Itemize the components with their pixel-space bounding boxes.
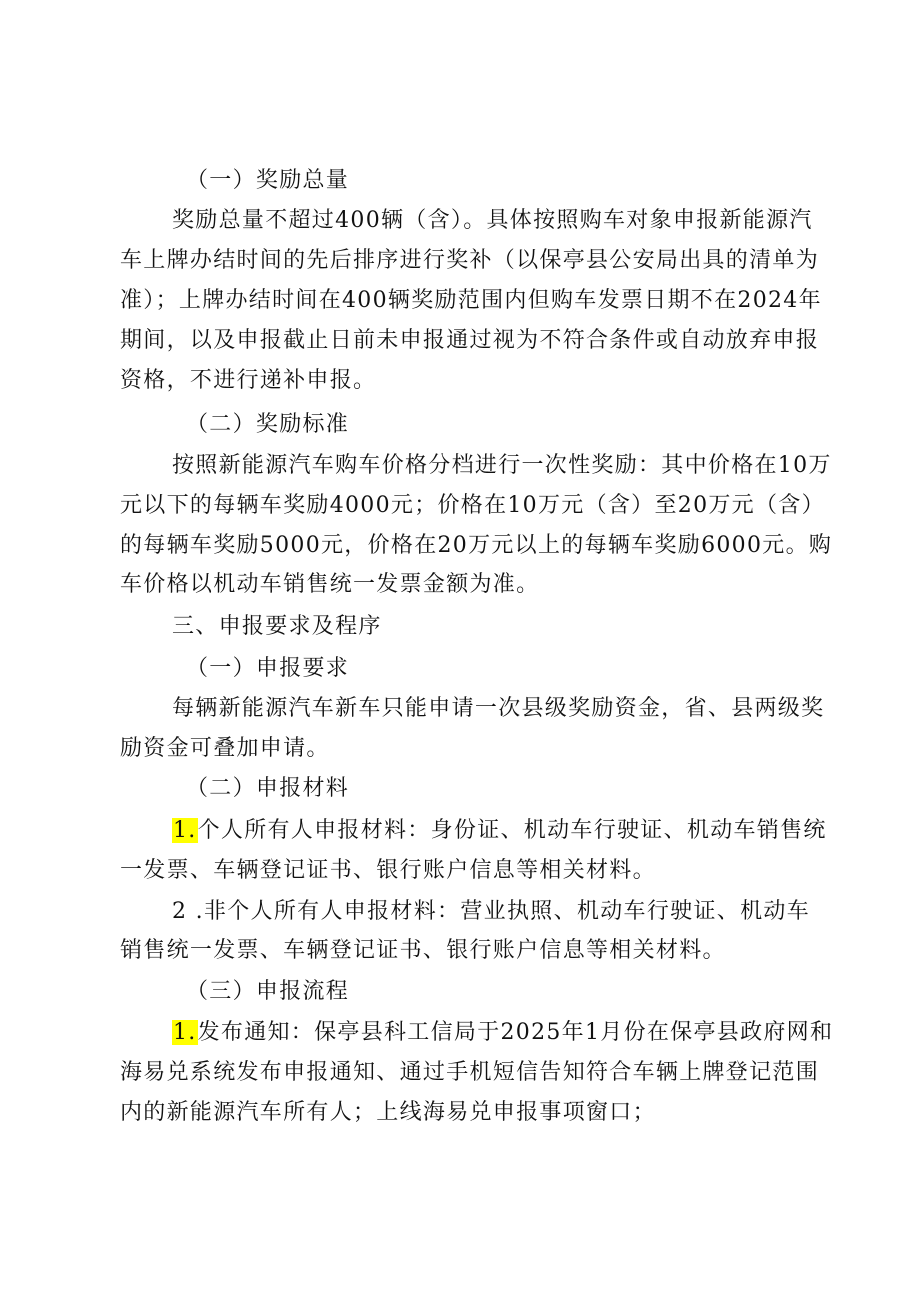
paragraph-line: 准）；上牌办结时间在400辆奖励范围内但购车发票日期不在2024年 — [120, 288, 822, 313]
paragraph-line: 元以下的每辆车奖励4000元；价格在10万元（含）至20万元（含） — [120, 493, 825, 518]
paragraph-line: 一发票、车辆登记证书、银行账户信息等相关材料。 — [120, 858, 656, 883]
list-number-highlight: 1. — [173, 1020, 197, 1045]
paragraph-line: 奖励总量不超过400辆（含）。具体按照购车对象申报新能源汽 — [172, 208, 813, 233]
paragraph-line: 车价格以机动车销售统一发票金额为准。 — [120, 572, 540, 597]
list-item-text: 个人所有人申报材料：身份证、机动车行驶证、机动车销售统 — [197, 818, 827, 843]
list-item-text: 发布通知：保亭县科工信局于2025年1月份在保亭县政府网和 — [197, 1020, 834, 1045]
materials-item-1 — [172, 816, 827, 846]
list-number-highlight: 1. — [173, 818, 197, 843]
materials-item-2: 2 .非个人所有人申报材料：营业执照、机动车行驶证、机动车 — [172, 899, 810, 924]
paragraph-line: 期间，以及申报截止日前未申报通过视为不符合条件或自动放弃申报 — [120, 328, 820, 353]
paragraph-line: 励资金可叠加申请。 — [120, 736, 330, 761]
paragraph-line: 海易兑系统发布申报通知、通过手机短信告知符合车辆上牌登记范围 — [120, 1060, 820, 1085]
section-three-heading: 三、申报要求及程序 — [172, 614, 382, 639]
paragraph-line: 资格，不进行递补申报。 — [120, 368, 377, 393]
paragraph-line: 销售统一发票、车辆登记证书、银行账户信息等相关材料。 — [120, 938, 726, 963]
paragraph-line: 按照新能源汽车购车价格分档进行一次性奖励：其中价格在10万 — [172, 453, 832, 478]
materials-heading: （二）申报材料 — [186, 776, 350, 801]
reward-standard-heading: （二）奖励标准 — [186, 412, 350, 437]
reward-total-heading: （一）奖励总量 — [186, 168, 350, 193]
paragraph-line: 每辆新能源汽车新车只能申请一次县级奖励资金，省、县两级奖 — [172, 696, 825, 721]
paragraph-line: 的每辆车奖励5000元，价格在20万元以上的每辆车奖励6000元。购 — [120, 533, 833, 558]
process-item-1 — [172, 1018, 834, 1048]
paragraph-line: 内的新能源汽车所有人；上线海易兑申报事项窗口； — [120, 1100, 656, 1125]
paragraph-line: 车上牌办结时间的先后排序进行奖补（以保亭县公安局出具的清单为 — [120, 248, 820, 273]
process-heading: （三）申报流程 — [186, 979, 350, 1004]
requirements-heading: （一）申报要求 — [186, 656, 350, 681]
